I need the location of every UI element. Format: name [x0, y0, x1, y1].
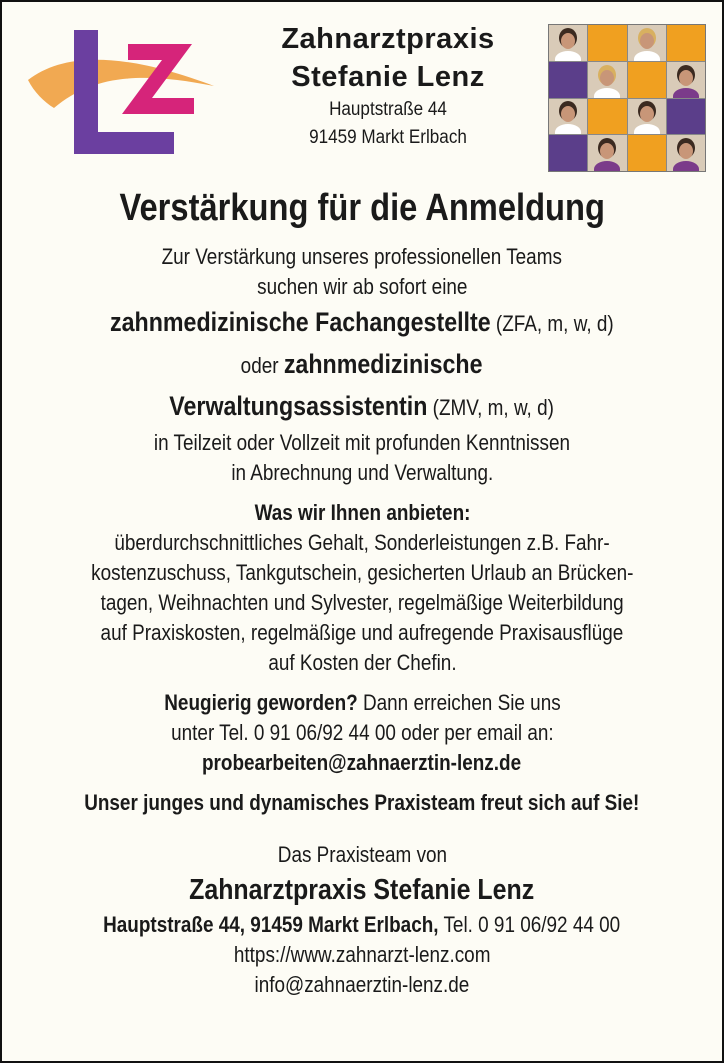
job-line-zfa	[110, 302, 614, 344]
practice-logo	[24, 22, 224, 162]
job-title-zmv-part2: Verwaltungsassistentin	[169, 391, 428, 421]
practice-address-block	[242, 20, 534, 152]
job-line-zmv	[170, 386, 555, 428]
footer-website-link[interactable]: https://www.zahnarzt-lenz.com	[233, 942, 491, 967]
team-photo	[588, 135, 626, 171]
team-photo	[628, 99, 666, 135]
mosaic-tile	[628, 62, 666, 98]
offer-title: Was wir Ihnen anbieten:	[254, 500, 470, 525]
headline: Verstärkung für die Anmeldung	[119, 187, 605, 229]
mosaic-tile	[588, 25, 626, 61]
mosaic-tile	[628, 135, 666, 171]
offer-line: kostenzuschuss, Tankgutschein, gesicherten Urlaub an Brücken-	[90, 560, 634, 585]
team-photo	[549, 99, 587, 135]
offer-line: auf Praxiskosten, regelmäßige und aufregende Praxisausflüge	[100, 620, 624, 645]
footer-from: Das Praxisteam von	[277, 842, 447, 867]
offer-line: auf Kosten der Chefin.	[267, 650, 457, 675]
team-slogan: Unser junges und dynamisches Praxisteam freut sich auf Sie!	[84, 790, 640, 815]
footer-address-line	[103, 910, 620, 940]
team-photo	[628, 25, 666, 61]
team-photo	[667, 62, 705, 98]
intro-line2: suchen wir ab sofort eine	[256, 274, 468, 299]
practice-name-line1: Zahnarztpraxis	[281, 23, 495, 55]
mosaic-tile	[667, 99, 705, 135]
application-email[interactable]: probearbeiten@zahnaerztin-lenz.de	[202, 750, 522, 775]
practice-city: 91459 Markt Erlbach	[309, 127, 467, 148]
curious-rest: Dann erreichen Sie uns	[357, 690, 561, 715]
offer-line: tagen, Weihnachten und Sylvester, regelmäßige Weiterbildung	[100, 590, 624, 615]
team-photo-mosaic	[548, 24, 706, 172]
job-title-zfa: zahnmedizinische Fachangestellte	[110, 307, 491, 337]
job-zfa-suffix: (ZFA, m, w, d)	[490, 311, 614, 336]
job-zmv-suffix: (ZMV, m, w, d)	[427, 395, 555, 420]
practice-name-line2: Stefanie Lenz	[291, 61, 485, 93]
curious-bold: Neugierig geworden?	[163, 690, 358, 715]
mosaic-tile	[667, 25, 705, 61]
footer-practice-name: Zahnarztpraxis Stefanie Lenz	[189, 874, 535, 906]
offer-line: überdurchschnittliches Gehalt, Sonderleistungen z.B. Fahr-	[114, 530, 610, 555]
team-photo	[667, 135, 705, 171]
ad-body	[2, 178, 722, 1000]
intro-line3: in Teilzeit oder Vollzeit mit profunden Kenntnissen	[153, 430, 571, 455]
contact-line1	[164, 688, 560, 718]
footer-address: Hauptstraße 44, 91459 Markt Erlbach,	[103, 912, 439, 937]
header	[2, 2, 722, 174]
footer-email-link[interactable]: info@zahnaerztin-lenz.de	[254, 972, 470, 997]
team-photo	[549, 25, 587, 61]
intro-line1: Zur Verstärkung unseres professionellen Teams	[161, 244, 563, 269]
job-line-or	[241, 344, 483, 386]
contact-phone-line: unter Tel. 0 91 06/92 44 00 oder per email an:	[170, 720, 554, 745]
footer-phone: Tel. 0 91 06/92 44 00	[438, 912, 621, 937]
mosaic-tile	[549, 135, 587, 171]
intro-line4: in Abrechnung und Verwaltung.	[231, 460, 493, 485]
job-title-zmv-part1: zahnmedizinische	[284, 349, 483, 379]
team-photo	[588, 62, 626, 98]
mosaic-tile	[549, 62, 587, 98]
or-word: oder	[241, 353, 285, 378]
practice-street: Hauptstraße 44	[329, 99, 447, 120]
mosaic-tile	[588, 99, 626, 135]
